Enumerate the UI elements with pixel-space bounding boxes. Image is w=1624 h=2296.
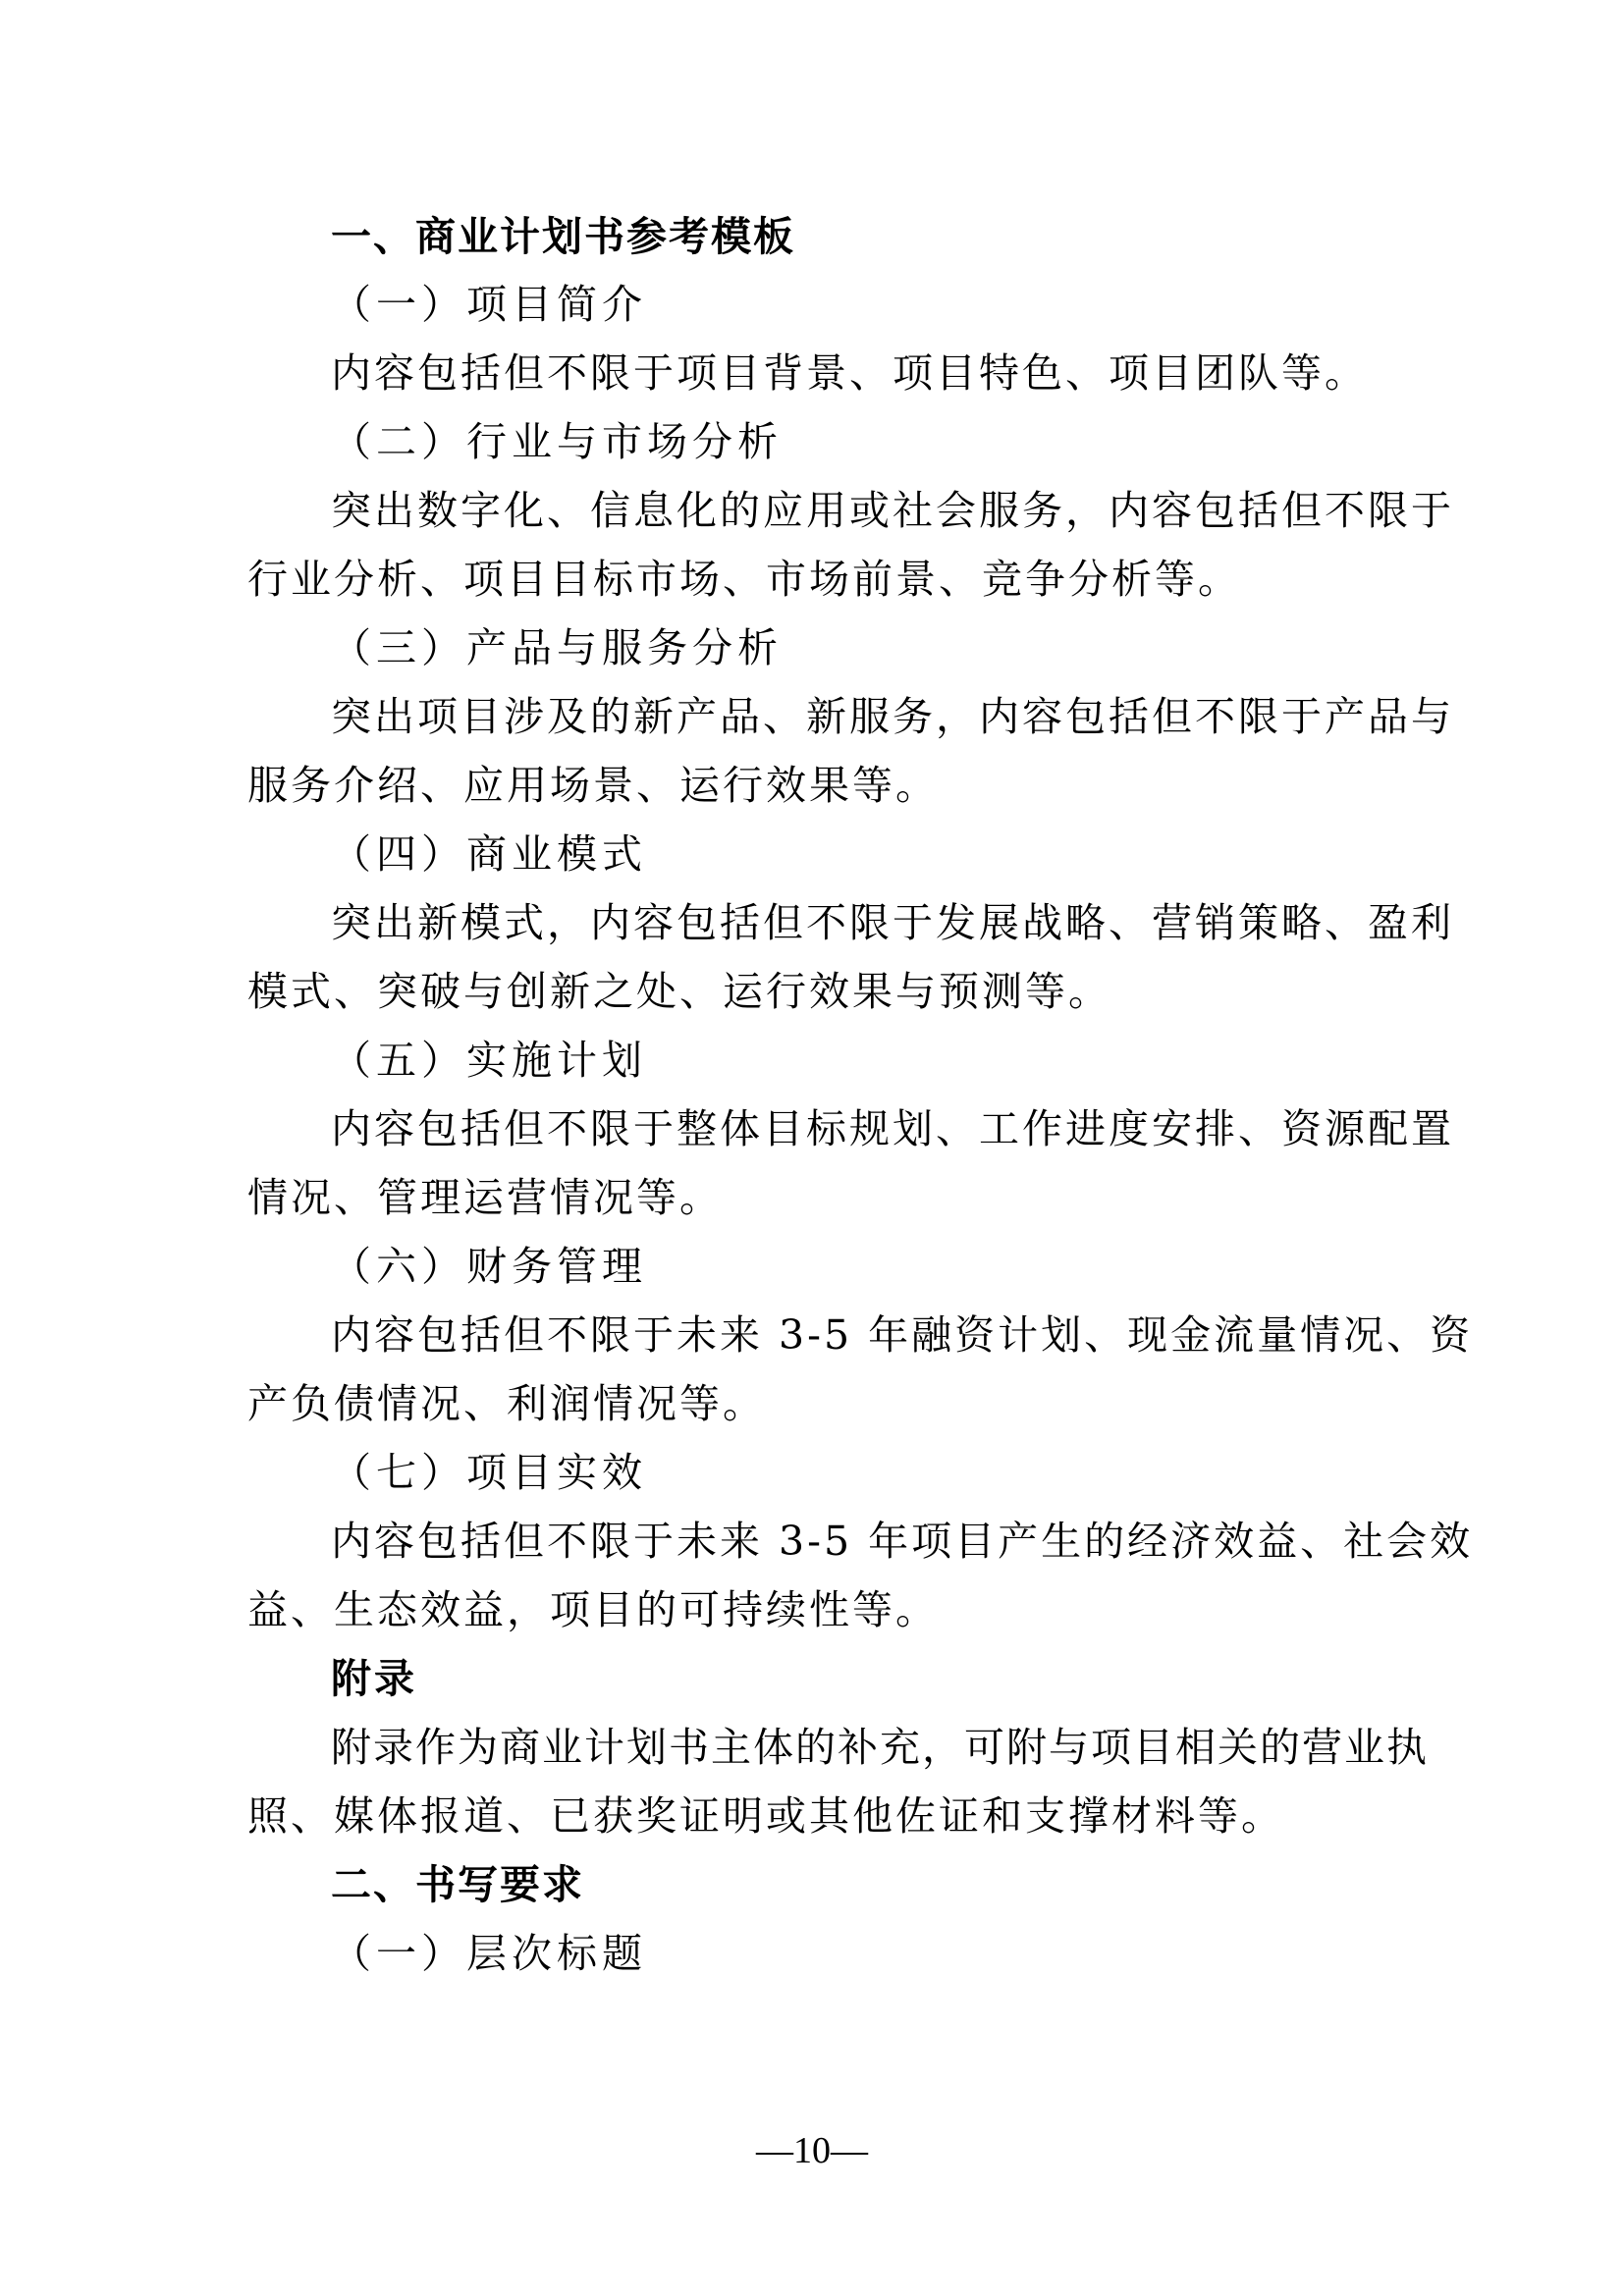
page-number: —10— [756, 2130, 868, 2171]
para-1-2-line-1: 突出数字化、信息化的应用或社会服务，内容包括但不限于 [331, 487, 1454, 534]
heading-2-1: （一）层次标题 [331, 1930, 647, 1977]
heading-1-2: （二）行业与市场分析 [331, 418, 783, 465]
para-1-5-line-1: 内容包括但不限于整体目标规划、工作进度安排、资源配置 [331, 1105, 1454, 1152]
appendix-line-1: 附录作为商业计划书主体的补充，可附与项目相关的营业执 [331, 1724, 1429, 1771]
heading-1-7: （七）项目实效 [331, 1449, 647, 1496]
section-2-title: 二、书写要求 [331, 1861, 584, 1908]
para-1-1-line-1: 内容包括但不限于项目背景、项目特色、项目团队等。 [331, 349, 1368, 397]
heading-1-3: （三）产品与服务分析 [331, 624, 783, 671]
appendix-line-2: 照、媒体报道、已获奖证明或其他佐证和支撑材料等。 [247, 1792, 1284, 1840]
heading-1-6: （六）财务管理 [331, 1243, 647, 1290]
para-1-4-line-2: 模式、突破与创新之处、运行效果与预测等。 [247, 968, 1111, 1015]
para-1-7-line-1: 内容包括但不限于未来 3-5 年项目产生的经济效益、社会效 [331, 1518, 1474, 1565]
para-1-6-line-1: 内容包括但不限于未来 3-5 年融资计划、现金流量情况、资 [331, 1311, 1474, 1359]
para-1-7-line-2: 益、生态效益，项目的可持续性等。 [247, 1586, 939, 1633]
heading-1-1: （一）项目简介 [331, 281, 647, 328]
section-1-title: 一、商业计划书参考模板 [331, 213, 795, 260]
appendix-heading: 附录 [331, 1655, 417, 1702]
para-1-4-line-1: 突出新模式，内容包括但不限于发展战略、营销策略、盈利 [331, 899, 1454, 946]
para-1-5-line-2: 情况、管理运营情况等。 [247, 1174, 723, 1221]
para-1-3-line-2: 服务介绍、应用场景、运行效果等。 [247, 762, 939, 809]
heading-1-4: （四）商业模式 [331, 830, 647, 878]
para-1-2-line-2: 行业分析、项目目标市场、市场前景、竞争分析等。 [247, 556, 1241, 603]
heading-1-5: （五）实施计划 [331, 1037, 647, 1084]
para-1-3-line-1: 突出项目涉及的新产品、新服务，内容包括但不限于产品与 [331, 693, 1454, 740]
para-1-6-line-2: 产负债情况、利润情况等。 [247, 1380, 766, 1427]
